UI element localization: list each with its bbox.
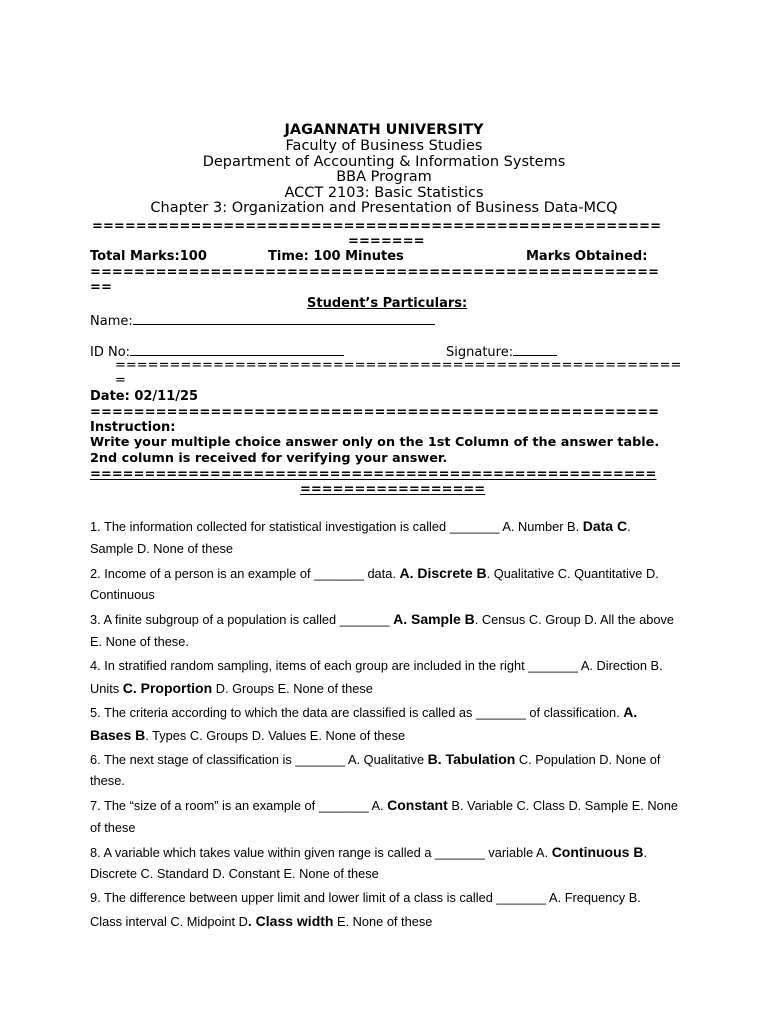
name-row xyxy=(90,312,435,329)
question-text: 6. The next stage of classification is _______ A. Qualitative xyxy=(90,752,428,767)
answer-highlight: Data C xyxy=(582,518,628,534)
question-text: . Types C. Groups D. Values E. None of these xyxy=(145,728,406,743)
answer-highlight: Continuous B xyxy=(551,844,644,860)
question-5-line-2 xyxy=(90,727,405,744)
department-name: Department of Accounting & Information Systems xyxy=(202,154,566,170)
separator-1b: ======= xyxy=(348,234,425,249)
answer-highlight: C. Proportion xyxy=(122,680,213,696)
question-text: C. Population D. None of xyxy=(515,752,661,767)
question-text: . xyxy=(627,519,631,534)
question-5-line-1 xyxy=(90,704,637,721)
answer-highlight: Constant xyxy=(387,797,448,813)
name-field[interactable] xyxy=(133,312,435,325)
exam-date: Date: 02/11/25 xyxy=(90,389,199,404)
question-text: Units xyxy=(90,681,123,696)
question-7-line-2: of these xyxy=(90,820,136,835)
answer-highlight: A. xyxy=(623,704,638,720)
question-8-line-1 xyxy=(90,844,647,861)
question-6-line-1 xyxy=(90,751,660,768)
exam-time: Time: 100 Minutes xyxy=(268,249,404,264)
name-label: Name: xyxy=(90,314,133,329)
question-text: D. Groups E. None of these xyxy=(212,681,373,696)
answer-highlight: B. Tabulation xyxy=(427,751,516,767)
marks-obtained: Marks Obtained: xyxy=(526,249,648,264)
question-4-line-1: 4. In stratified random sampling, items of each group are included in the right _______ A. Direction B. xyxy=(90,658,663,673)
separator-3a: ==================================================== xyxy=(115,358,682,373)
particulars-heading: Student’s Particulars: xyxy=(307,296,468,311)
question-7-line-1 xyxy=(90,797,678,814)
question-2-line-2: Continuous xyxy=(90,587,155,602)
question-9-line-2 xyxy=(90,913,432,930)
question-text: 5. The criteria according to which the data are classified is called as _______ of classification. xyxy=(90,705,624,720)
id-field[interactable] xyxy=(130,343,344,356)
university-name: JAGANNATH UNIVERSITY xyxy=(284,122,484,138)
question-text: B. Variable C. Class D. Sample E. None xyxy=(447,798,678,813)
answer-highlight: Bases B xyxy=(90,727,146,743)
question-text: . xyxy=(643,845,648,860)
instruction-line-1: Write your multiple choice answer only on the 1st Column of the answer table. xyxy=(90,435,660,450)
question-text: 8. A variable which takes value within given range is called a _______ variable A. xyxy=(90,845,552,860)
separator-3b: = xyxy=(115,373,126,388)
question-2-line-1 xyxy=(90,565,659,582)
separator-5a: ==================================================== xyxy=(90,467,657,482)
question-8-line-2: Discrete C. Standard D. Constant E. None of these xyxy=(90,866,379,881)
faculty-name: Faculty of Business Studies xyxy=(285,138,483,154)
question-text: 2. Income of a person is an example of _______ data. xyxy=(90,566,400,581)
question-3-line-2: E. None of these. xyxy=(90,634,189,649)
question-text: 7. The “size of a room” is an example of _______ A. xyxy=(90,798,388,813)
separator-2a: ==================================================== xyxy=(90,265,660,280)
question-text: Class interval C. Midpoint D xyxy=(90,914,248,929)
signature-field[interactable] xyxy=(513,343,557,356)
instruction-title: Instruction: xyxy=(90,420,176,435)
question-1-line-1 xyxy=(90,518,631,535)
question-6-line-2: these. xyxy=(90,773,125,788)
answer-highlight: A. Discrete B xyxy=(399,565,487,581)
id-label: ID No: xyxy=(90,345,131,360)
question-text: E. None of these xyxy=(333,914,433,929)
program-name: BBA Program xyxy=(336,169,432,185)
question-text: 1. The information collected for statistical investigation is called _______ A. Number B. xyxy=(90,519,583,534)
separator-2b: == xyxy=(90,280,112,295)
question-text: . Census C. Group D. All the above xyxy=(474,612,674,627)
question-9-line-1: 9. The difference between upper limit and lower limit of a class is called _______ A. Frequency B. xyxy=(90,890,641,905)
course-title: ACCT 2103: Basic Statistics xyxy=(284,185,484,201)
total-marks: Total Marks:100 xyxy=(90,249,207,264)
question-text: 3. A finite subgroup of a population is called _______ xyxy=(90,612,394,627)
separator-4: ==================================================== xyxy=(90,405,660,420)
answer-highlight: . Class width xyxy=(247,913,334,929)
answer-highlight: A. Sample B xyxy=(393,611,475,627)
question-3-line-1 xyxy=(90,611,674,628)
separator-5b: ================= xyxy=(300,482,486,497)
chapter-title: Chapter 3: Organization and Presentation of Business Data-MCQ xyxy=(150,200,618,216)
question-text: . Qualitative C. Quantitative D. xyxy=(486,566,659,581)
separator-1a: ==================================================== xyxy=(92,219,662,234)
question-4-line-2 xyxy=(90,680,373,697)
question-1-line-2: Sample D. None of these xyxy=(90,541,233,556)
signature-label: Signature: xyxy=(446,345,514,360)
instruction-line-2: 2nd column is received for verifying your answer. xyxy=(90,451,448,466)
